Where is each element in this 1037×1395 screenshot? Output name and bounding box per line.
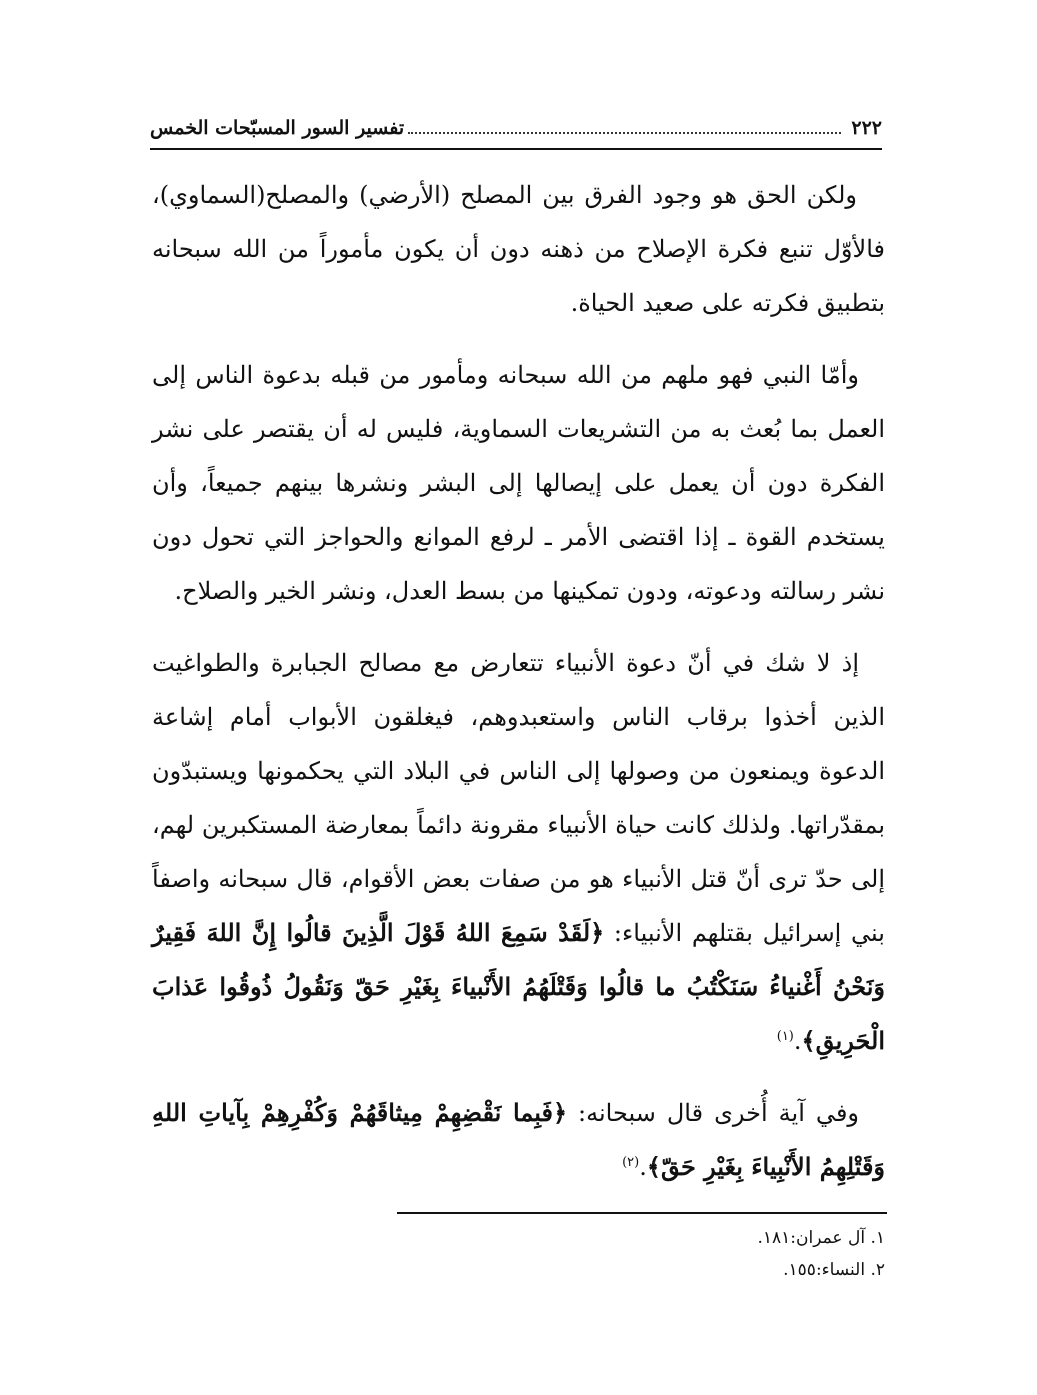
quran-verse: ﴿فَبِما نَقْضِهِمْ مِيثاقَهُمْ وَكُفْرِهِمْ بِآياتِ اللهِ وَقَتْلِهِمُ الأَنْبِياءَ بِغَيْرِ حَقّ﴾: [152, 1098, 885, 1181]
footnote-2: ٢. النساء:١٥٥.: [783, 1260, 885, 1280]
verse-tail: .: [639, 1153, 647, 1181]
footnote-1: ١. آل عمران:١٨١.: [757, 1228, 885, 1248]
footnotes: [500, 1222, 885, 1286]
running-header: [150, 108, 882, 150]
verse-tail: .: [793, 1027, 802, 1055]
main-text: [152, 168, 885, 1212]
paragraph-text: وفي آية أُخرى قال سبحانه:: [567, 1099, 859, 1127]
header-leader-dots: [408, 132, 841, 134]
paragraph-text: ولكن الحق هو وجود الفرق بين المصلح (الأرضي) والمصلح(السماوي)، فالأوّل تنبع فكرة الإصلاح من ذهنه دون أن يكون مأموراً من الله سبحانه بتطبيق فكرته على صعيد الحياة.: [152, 181, 885, 317]
paragraph-3: [152, 636, 885, 1068]
running-title: تفسير السور المسبّحات الخمس: [150, 117, 405, 139]
footnote-ref-1[interactable]: (١): [776, 1029, 794, 1044]
footnote-separator: [397, 1212, 887, 1214]
paragraph-1: [152, 168, 885, 330]
paragraph-2: [152, 348, 885, 618]
paragraph-text: وأمّا النبي فهو ملهم من الله سبحانه ومأمور من قبله بدعوة الناس إلى العمل بما بُعث به من التشريعات السماوية، فليس له أن يقتصر على نشر الفكرة دون أن يعمل على إيصالها إلى البشر ونشرها بينهم جميعاً، وأن يستخدم القوة ـ إذا اقتضى الأمر ـ لرفع الموانع والحواجز التي تحول دون نشر رسالته ودعوته، ودون تمكينها من بسط العدل، ونشر الخير والصلاح.: [152, 361, 885, 605]
page-number: ٢٢٢: [851, 117, 882, 139]
paragraph-4: [152, 1086, 885, 1194]
footnote-ref-2[interactable]: (٢): [622, 1155, 640, 1170]
paragraph-text: إذ لا شك في أنّ دعوة الأنبياء تتعارض مع مصالح الجبابرة والطواغيت الذين أخذوا برقاب الناس واستعبدوهم، فيغلقون الأبواب أمام إشاعة الدعوة ويمنعون من وصولها إلى الناس في البلاد التي يحكمونها ويستبدّون بمقدّراتها. ولذلك كانت حياة الأنبياء مقرونة دائماً بمعارضة المستكبرين لهم، إلى حدّ ترى أنّ قتل الأنبياء هو من صفات بعض الأقوام، قال سبحانه واصفاً بني إسرائيل بقتلهم الأنبياء:: [152, 649, 885, 947]
quran-verse: ﴿لَقَدْ سَمِعَ اللهُ قَوْلَ الَّذِينَ قالُوا إِنَّ اللهَ فَقِيرٌ وَنَحْنُ أَغْنياءُ سَنَكْتُبُ ما قالُوا وَقَتْلَهُمُ الأَنْبياءَ بِغَيْرِ حَقّ وَنَقُولُ ذُوقُوا عَذابَ الْحَرِيقِ﴾: [152, 918, 885, 1055]
